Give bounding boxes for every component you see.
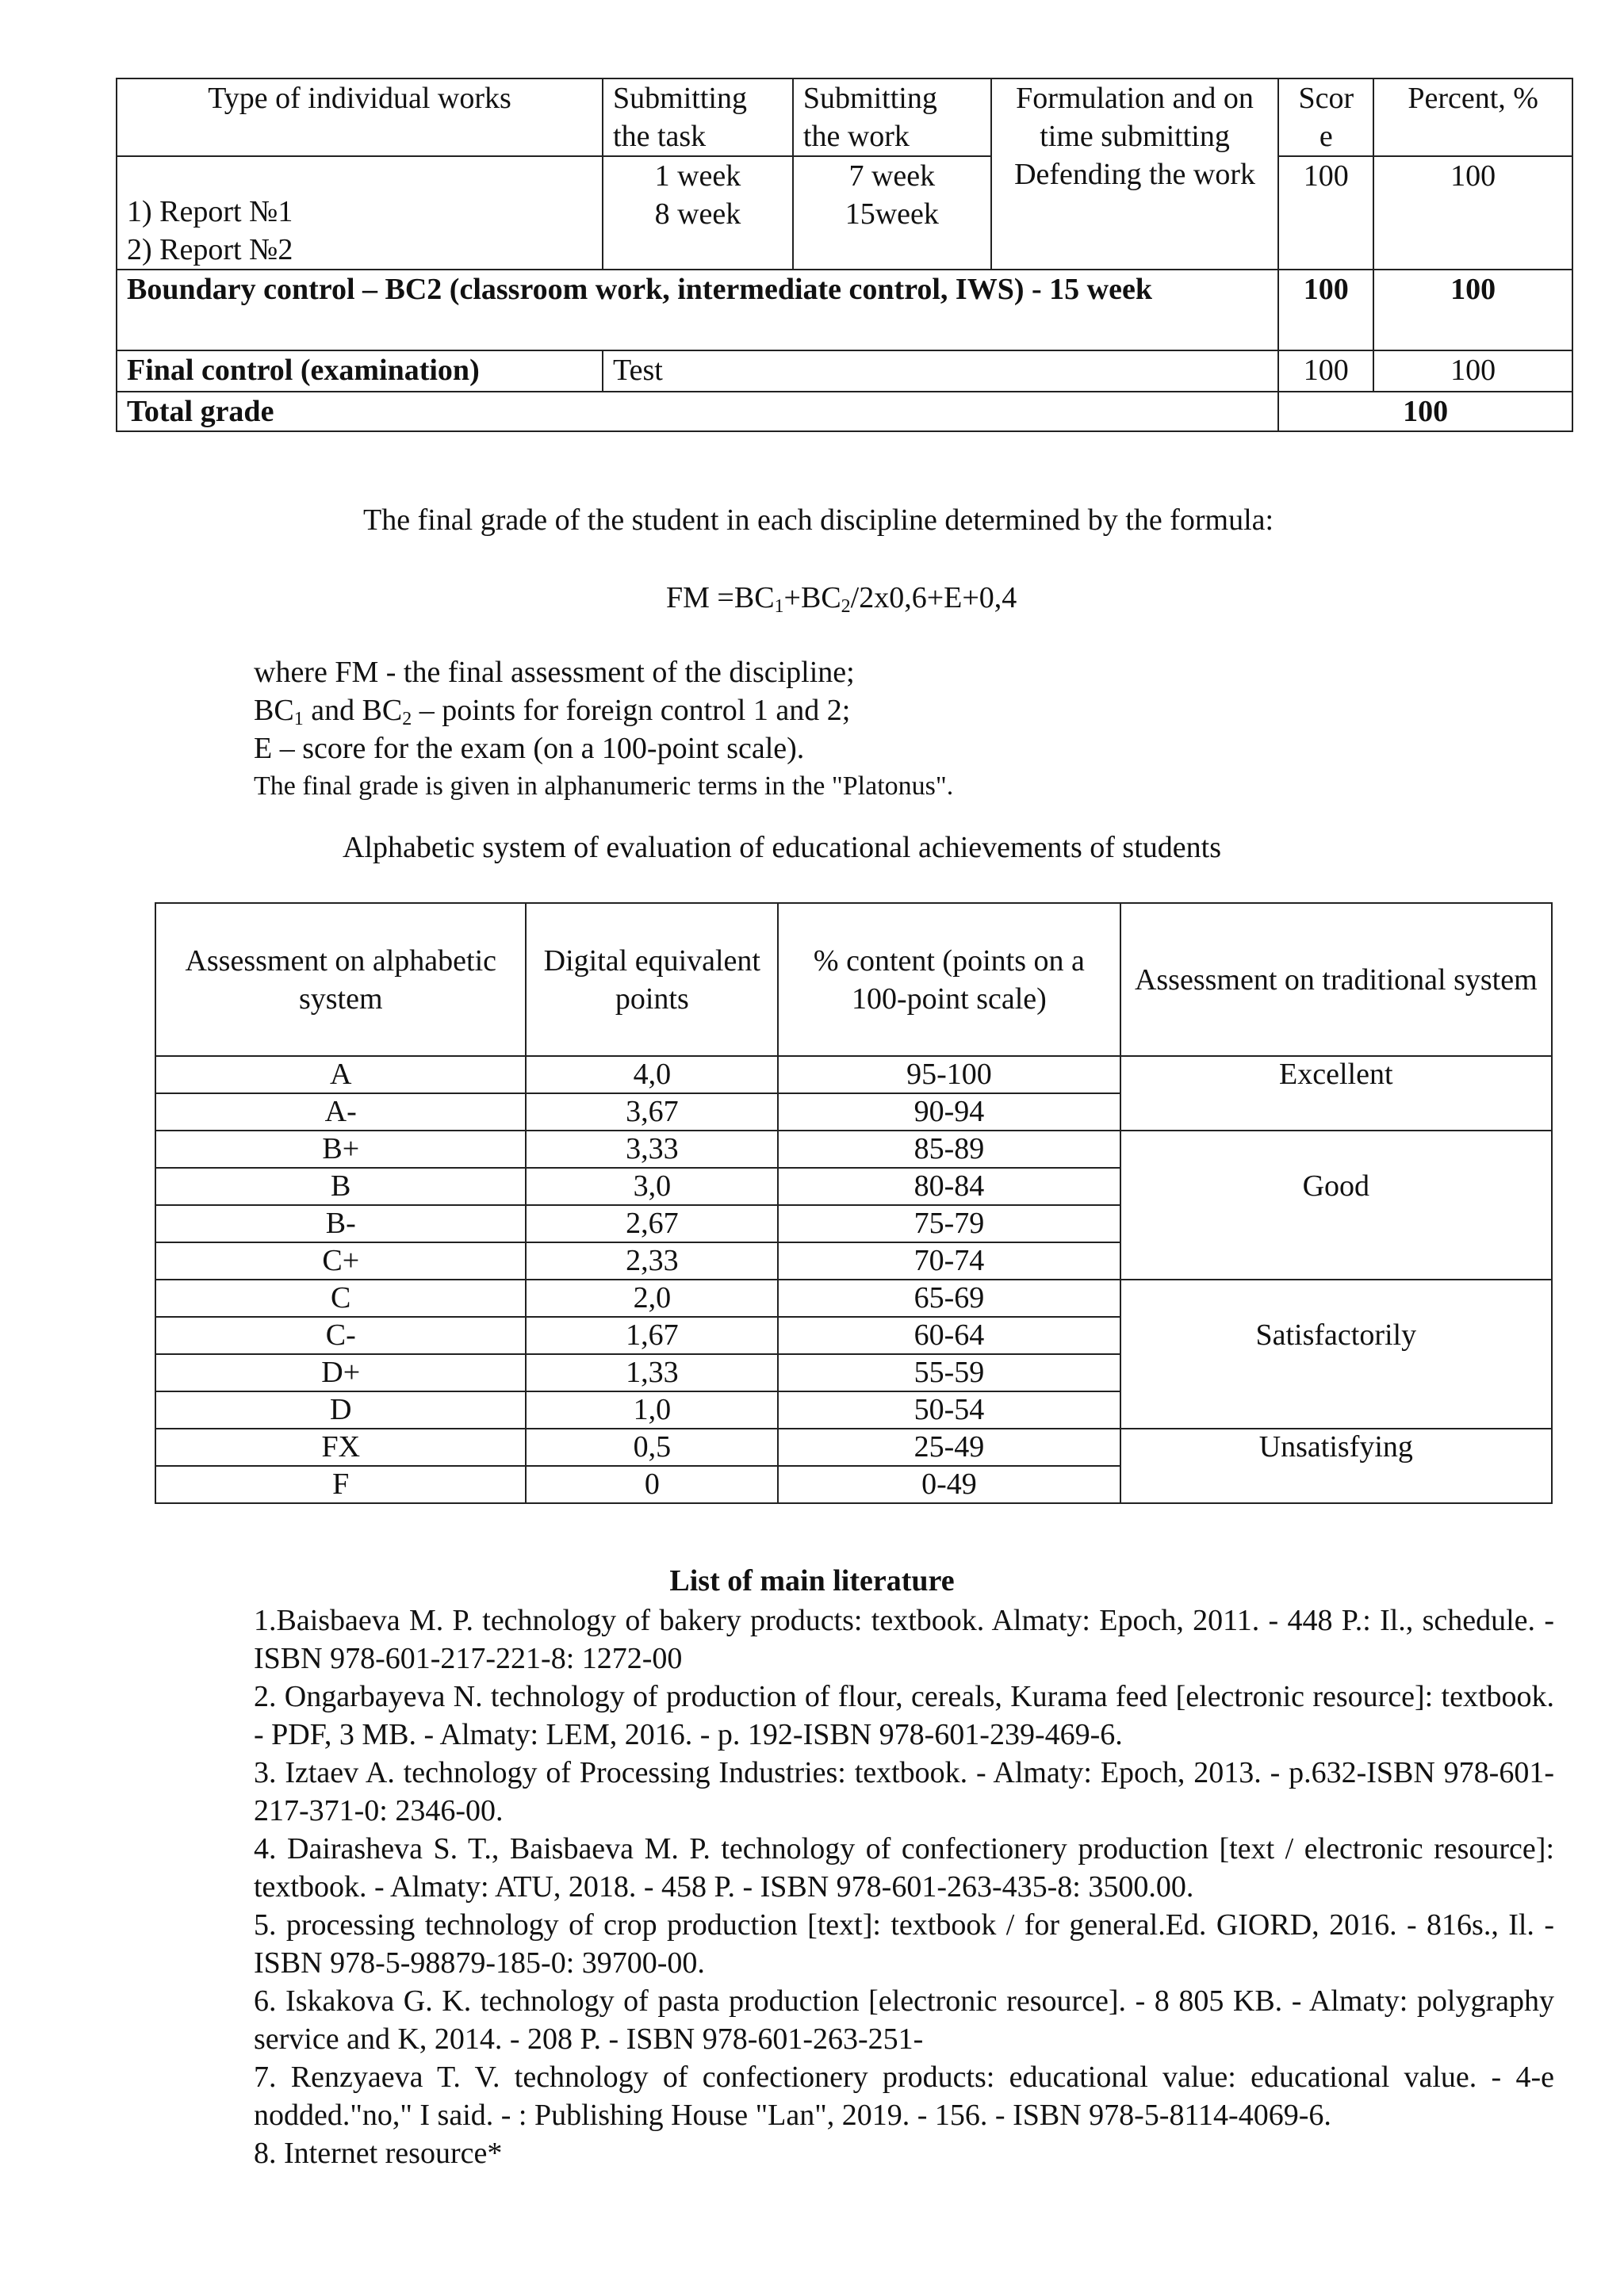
work-weeks-cell bbox=[793, 156, 991, 270]
grade-letter: A- bbox=[155, 1093, 526, 1131]
individual-works-table bbox=[116, 78, 1573, 432]
grade-points: 1,33 bbox=[526, 1354, 778, 1391]
literature-list bbox=[254, 1601, 1554, 2172]
header-formulation: Formulation and on time submitting Defending the work bbox=[991, 78, 1279, 270]
grade-range: 60-64 bbox=[778, 1317, 1120, 1354]
grade-points: 2,0 bbox=[526, 1280, 778, 1317]
where-line: where FM - the final assessment of the discipline; bbox=[254, 656, 855, 689]
literature-item: 7. Renzyaeva T. V. technology of confectionery products: educational value: educational value. - 4-e nodded."no," I said. - : Publishing House "Lan", 2019. - 156. - ISBN 978-5-8114-4069-6. bbox=[254, 2061, 1554, 2132]
grade-points: 2,67 bbox=[526, 1205, 778, 1242]
grade-range: 95-100 bbox=[778, 1056, 1120, 1093]
traditional-good: Good bbox=[1120, 1131, 1552, 1280]
task-week-2: 8 week bbox=[654, 197, 741, 231]
header-content: % content (points on a 100-point scale) bbox=[778, 903, 1120, 1056]
grade-range: 75-79 bbox=[778, 1205, 1120, 1242]
grade-letter: C bbox=[155, 1280, 526, 1317]
grade-letter: B bbox=[155, 1168, 526, 1205]
formula-sub: 1 bbox=[774, 596, 784, 617]
grade-range: 0-49 bbox=[778, 1466, 1120, 1503]
task-weeks-cell bbox=[603, 156, 793, 270]
reports-percent: 100 bbox=[1373, 156, 1572, 270]
bc-part: BC bbox=[254, 694, 294, 727]
total-grade-label: Total grade bbox=[117, 392, 1278, 431]
header-score: Scor e bbox=[1278, 78, 1373, 156]
work-week-2: 15week bbox=[845, 197, 939, 231]
formula-sub: 2 bbox=[841, 596, 851, 617]
grade-letter: C+ bbox=[155, 1242, 526, 1280]
grade-points: 0 bbox=[526, 1466, 778, 1503]
grade-range: 85-89 bbox=[778, 1131, 1120, 1168]
report-2: 2) Report №2 bbox=[127, 233, 293, 266]
grade-letter: B+ bbox=[155, 1131, 526, 1168]
bc-sub: 2 bbox=[402, 709, 412, 729]
grade-letter: D+ bbox=[155, 1354, 526, 1391]
grade-range: 90-94 bbox=[778, 1093, 1120, 1131]
boundary-percent: 100 bbox=[1373, 270, 1572, 350]
final-score: 100 bbox=[1278, 350, 1373, 392]
grade-letter: FX bbox=[155, 1429, 526, 1466]
exam-line: E – score for the exam (on a 100-point scale). bbox=[254, 732, 805, 765]
grade-points: 3,67 bbox=[526, 1093, 778, 1131]
grade-range: 80-84 bbox=[778, 1168, 1120, 1205]
grade-points: 0,5 bbox=[526, 1429, 778, 1466]
literature-item: 5. processing technology of crop production [text]: textbook / for general.Ed. GIORD, 2016. - 816s., Il. - ISBN 978-5-98879-185-0: 39700-00. bbox=[254, 1908, 1554, 1980]
traditional-unsatisfying: Unsatisfying bbox=[1120, 1429, 1552, 1503]
literature-item: 6. Iskakova G. K. technology of pasta production [electronic resource]. - 8 805 KB. - Almaty: polygraphy service and K, 2014. - 208 P. - ISBN 978-601-263-251- bbox=[254, 1984, 1554, 2056]
work-week-1: 7 week bbox=[848, 159, 936, 193]
grade-points: 4,0 bbox=[526, 1056, 778, 1093]
grade-points: 2,33 bbox=[526, 1242, 778, 1280]
total-grade-value: 100 bbox=[1278, 392, 1572, 431]
formula-intro: The final grade of the student in each discipline determined by the formula: bbox=[363, 503, 1274, 537]
bc-part: – points for foreign control 1 and 2; bbox=[412, 694, 851, 727]
grade-points: 1,0 bbox=[526, 1391, 778, 1429]
grade-letter: D bbox=[155, 1391, 526, 1429]
header-percent: Percent, % bbox=[1373, 78, 1572, 156]
grade-letter: F bbox=[155, 1466, 526, 1503]
report-1: 1) Report №1 bbox=[127, 195, 293, 228]
grade-letter: A bbox=[155, 1056, 526, 1093]
final-control-method: Test bbox=[603, 350, 1278, 392]
literature-title: List of main literature bbox=[669, 1564, 955, 1598]
header-alphabetic: Assessment on alphabetic system bbox=[155, 903, 526, 1056]
grade-range: 70-74 bbox=[778, 1242, 1120, 1280]
literature-item: 3. Iztaev A. technology of Processing Industries: textbook. - Almaty: Epoch, 2013. - p.632-ISBN 978-601-217-371-0: 2346-00. bbox=[254, 1756, 1554, 1827]
grade-points: 3,0 bbox=[526, 1168, 778, 1205]
grading-table bbox=[155, 902, 1553, 1504]
grade-letter: C- bbox=[155, 1317, 526, 1354]
header-submitting-task: Submitting the task bbox=[603, 78, 793, 156]
literature-item: 1.Baisbaeva M. P. technology of bakery products: textbook. Almaty: Epoch, 2011. - 448 P.: Il., schedule. - ISBN 978-601-217-221-8: 1272-00 bbox=[254, 1604, 1554, 1675]
grade-points: 3,33 bbox=[526, 1131, 778, 1168]
formula-part: FM =BC bbox=[666, 581, 775, 614]
reports-cell bbox=[117, 156, 603, 270]
platonus-line: The final grade is given in alphanumeric terms in the "Platonus". bbox=[254, 771, 954, 801]
literature-item: 2. Ongarbayeva N. technology of production of flour, cereals, Kurama feed [electronic resource]: textbook. - PDF, 3 MB. - Almaty: LEM, 2016. - p. 192-ISBN 978-601-239-469-6. bbox=[254, 1680, 1554, 1751]
header-traditional: Assessment on traditional system bbox=[1120, 903, 1552, 1056]
formula-part: /2x0,6+E+0,4 bbox=[850, 581, 1017, 614]
formula bbox=[666, 579, 1017, 617]
bc-sub: 1 bbox=[293, 709, 304, 729]
table-row bbox=[155, 1056, 1552, 1093]
formula-part: +BC bbox=[783, 581, 841, 614]
table-row bbox=[155, 1429, 1552, 1466]
grade-range: 55-59 bbox=[778, 1354, 1120, 1391]
header-type-of-works: Type of individual works bbox=[117, 78, 603, 156]
grade-letter: B- bbox=[155, 1205, 526, 1242]
boundary-control-label: Boundary control – BC2 (classroom work, intermediate control, IWS) - 15 week bbox=[117, 270, 1278, 350]
grade-points: 1,67 bbox=[526, 1317, 778, 1354]
header-digital: Digital equivalent points bbox=[526, 903, 778, 1056]
traditional-satisfactorily: Satisfactorily bbox=[1120, 1280, 1552, 1429]
grade-range: 50-54 bbox=[778, 1391, 1120, 1429]
literature-item: 8. Internet resource* bbox=[254, 2137, 503, 2170]
table-row bbox=[155, 1280, 1552, 1317]
reports-score: 100 bbox=[1278, 156, 1373, 270]
grade-range: 65-69 bbox=[778, 1280, 1120, 1317]
final-percent: 100 bbox=[1373, 350, 1572, 392]
final-control-label: Final control (examination) bbox=[117, 350, 603, 392]
literature-item: 4. Dairasheva S. T., Baisbaeva M. P. technology of confectionery production [text / electronic resource]: textbook. - Almaty: ATU, 2018. - 458 P. - ISBN 978-601-263-435-8: 3500.00. bbox=[254, 1832, 1554, 1904]
grade-range: 25-49 bbox=[778, 1429, 1120, 1466]
task-week-1: 1 week bbox=[654, 159, 741, 193]
boundary-score: 100 bbox=[1278, 270, 1373, 350]
header-submitting-work: Submitting the work bbox=[793, 78, 991, 156]
grading-title: Alphabetic system of evaluation of educational achievements of students bbox=[343, 831, 1221, 864]
bc-part: and BC bbox=[303, 694, 403, 727]
traditional-excellent: Excellent bbox=[1120, 1056, 1552, 1131]
bc-line bbox=[254, 691, 850, 729]
table-row bbox=[155, 1131, 1552, 1168]
